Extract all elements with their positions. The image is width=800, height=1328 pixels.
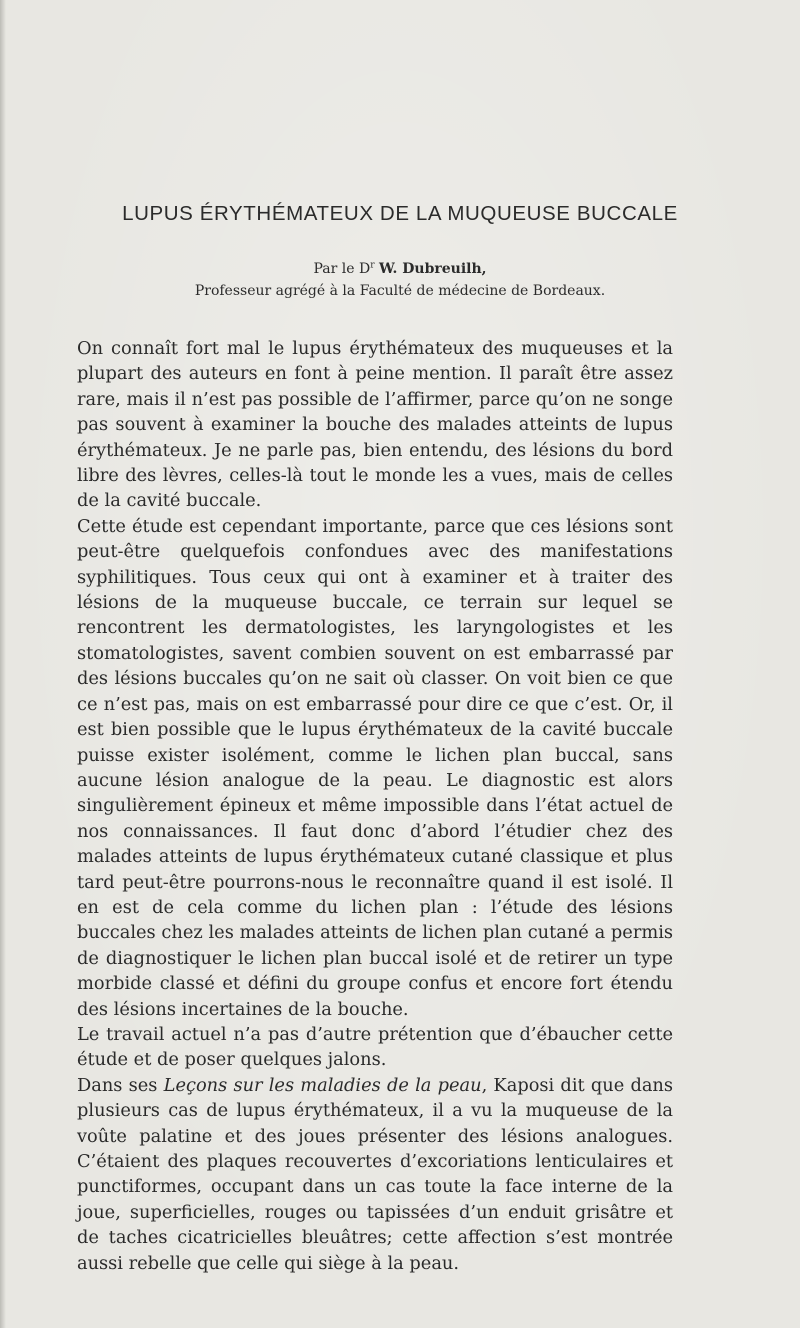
author-affiliation: Professeur agrégé à la Faculté de médecine de Bordeaux.	[194, 283, 606, 299]
author-line	[0, 258, 800, 280]
paragraph-4-rest: , Kaposi dit que dans plusieurs cas de lupus érythémateux, il a vu la muqueuse de la voûte palatine et des joues présenter des lésions analogues. C’étaient des plaques recouvertes d’excoriations lenticulaires et punctiformes, occupant dans un cas toute la face interne de la joue, superficielles, rouges ou tapissées d’un enduit grisâtre et de taches cicatricielles bleuâtres; cette affection s’est montrée aussi rebelle que celle qui siège à la peau.	[77, 1074, 674, 1274]
cited-work-title: Leçons sur les maladies de la peau	[163, 1074, 482, 1096]
paragraph-3: Le travail actuel n’a pas d’autre prétention que d’ébaucher cette étude et de poser quelques jalons.	[77, 1023, 673, 1071]
page-edge-shadow	[0, 0, 6, 1328]
article-title: LUPUS ÉRYTHÉMATEUX DE LA MUQUEUSE BUCCALE	[122, 202, 678, 225]
paragraph-4	[77, 1073, 673, 1276]
paragraph-4-start: Dans ses	[77, 1074, 164, 1096]
byline	[0, 258, 800, 302]
article-body	[77, 336, 673, 1276]
paragraph-1: On connaît fort mal le lupus érythémateux des muqueuses et la plupart des auteurs en font à peine mention. Il paraît être assez rare, mais il n’est pas possible de l’affirmer, parce qu’on ne songe pas souvent à examiner la bouche des malades atteints de lupus érythémateux. Je ne parle pas, bien entendu, des lésions du bord libre des lèvres, celles-là tout le monde les a vues, mais de celles de la cavité buccale.	[77, 338, 673, 512]
paragraph-2: Cette étude est cependant importante, parce que ces lésions sont peut-être quelquefois confondues avec des manifestations syphilitiques. Tous ceux qui ont à examiner et à traiter des lésions de la muqueuse buccale, ce terrain sur lequel se rencontrent les dermatologistes, les laryngologistes et les stomatologistes, savent combien souvent on est embarrassé par des lésions buccales qu’on ne sait où classer. On voit bien ce que ce n’est pas, mais on est embarrassé pour dire ce que c’est. Or, il est bien possible que le lupus érythémateux de la cavité buccale puisse exister isolément, comme le lichen plan buccal, sans aucune lésion analogue de la peau. Le diagnostic est alors singulièrement épineux et même impossible dans l’état actuel de nos connaissances. Il faut donc d’abord l’étudier chez des malades atteints de lupus érythémateux cutané classique et plus tard peut-être pourrons-nous le reconnaître quand il est isolé. Il en est de cela comme du lichen plan : l’étude des lésions buccales chez les malades atteints de lichen plan cutané a permis de diagnostiquer le lichen plan buccal isolé et de retirer un type morbide classé et défini du groupe confus et encore fort étendu des lésions incertaines de la bouche.	[77, 515, 673, 1020]
byline-superscript: r	[370, 260, 375, 271]
byline-prefix: Par le D	[313, 261, 371, 277]
author-name: W. Dubreuilh,	[378, 261, 487, 277]
